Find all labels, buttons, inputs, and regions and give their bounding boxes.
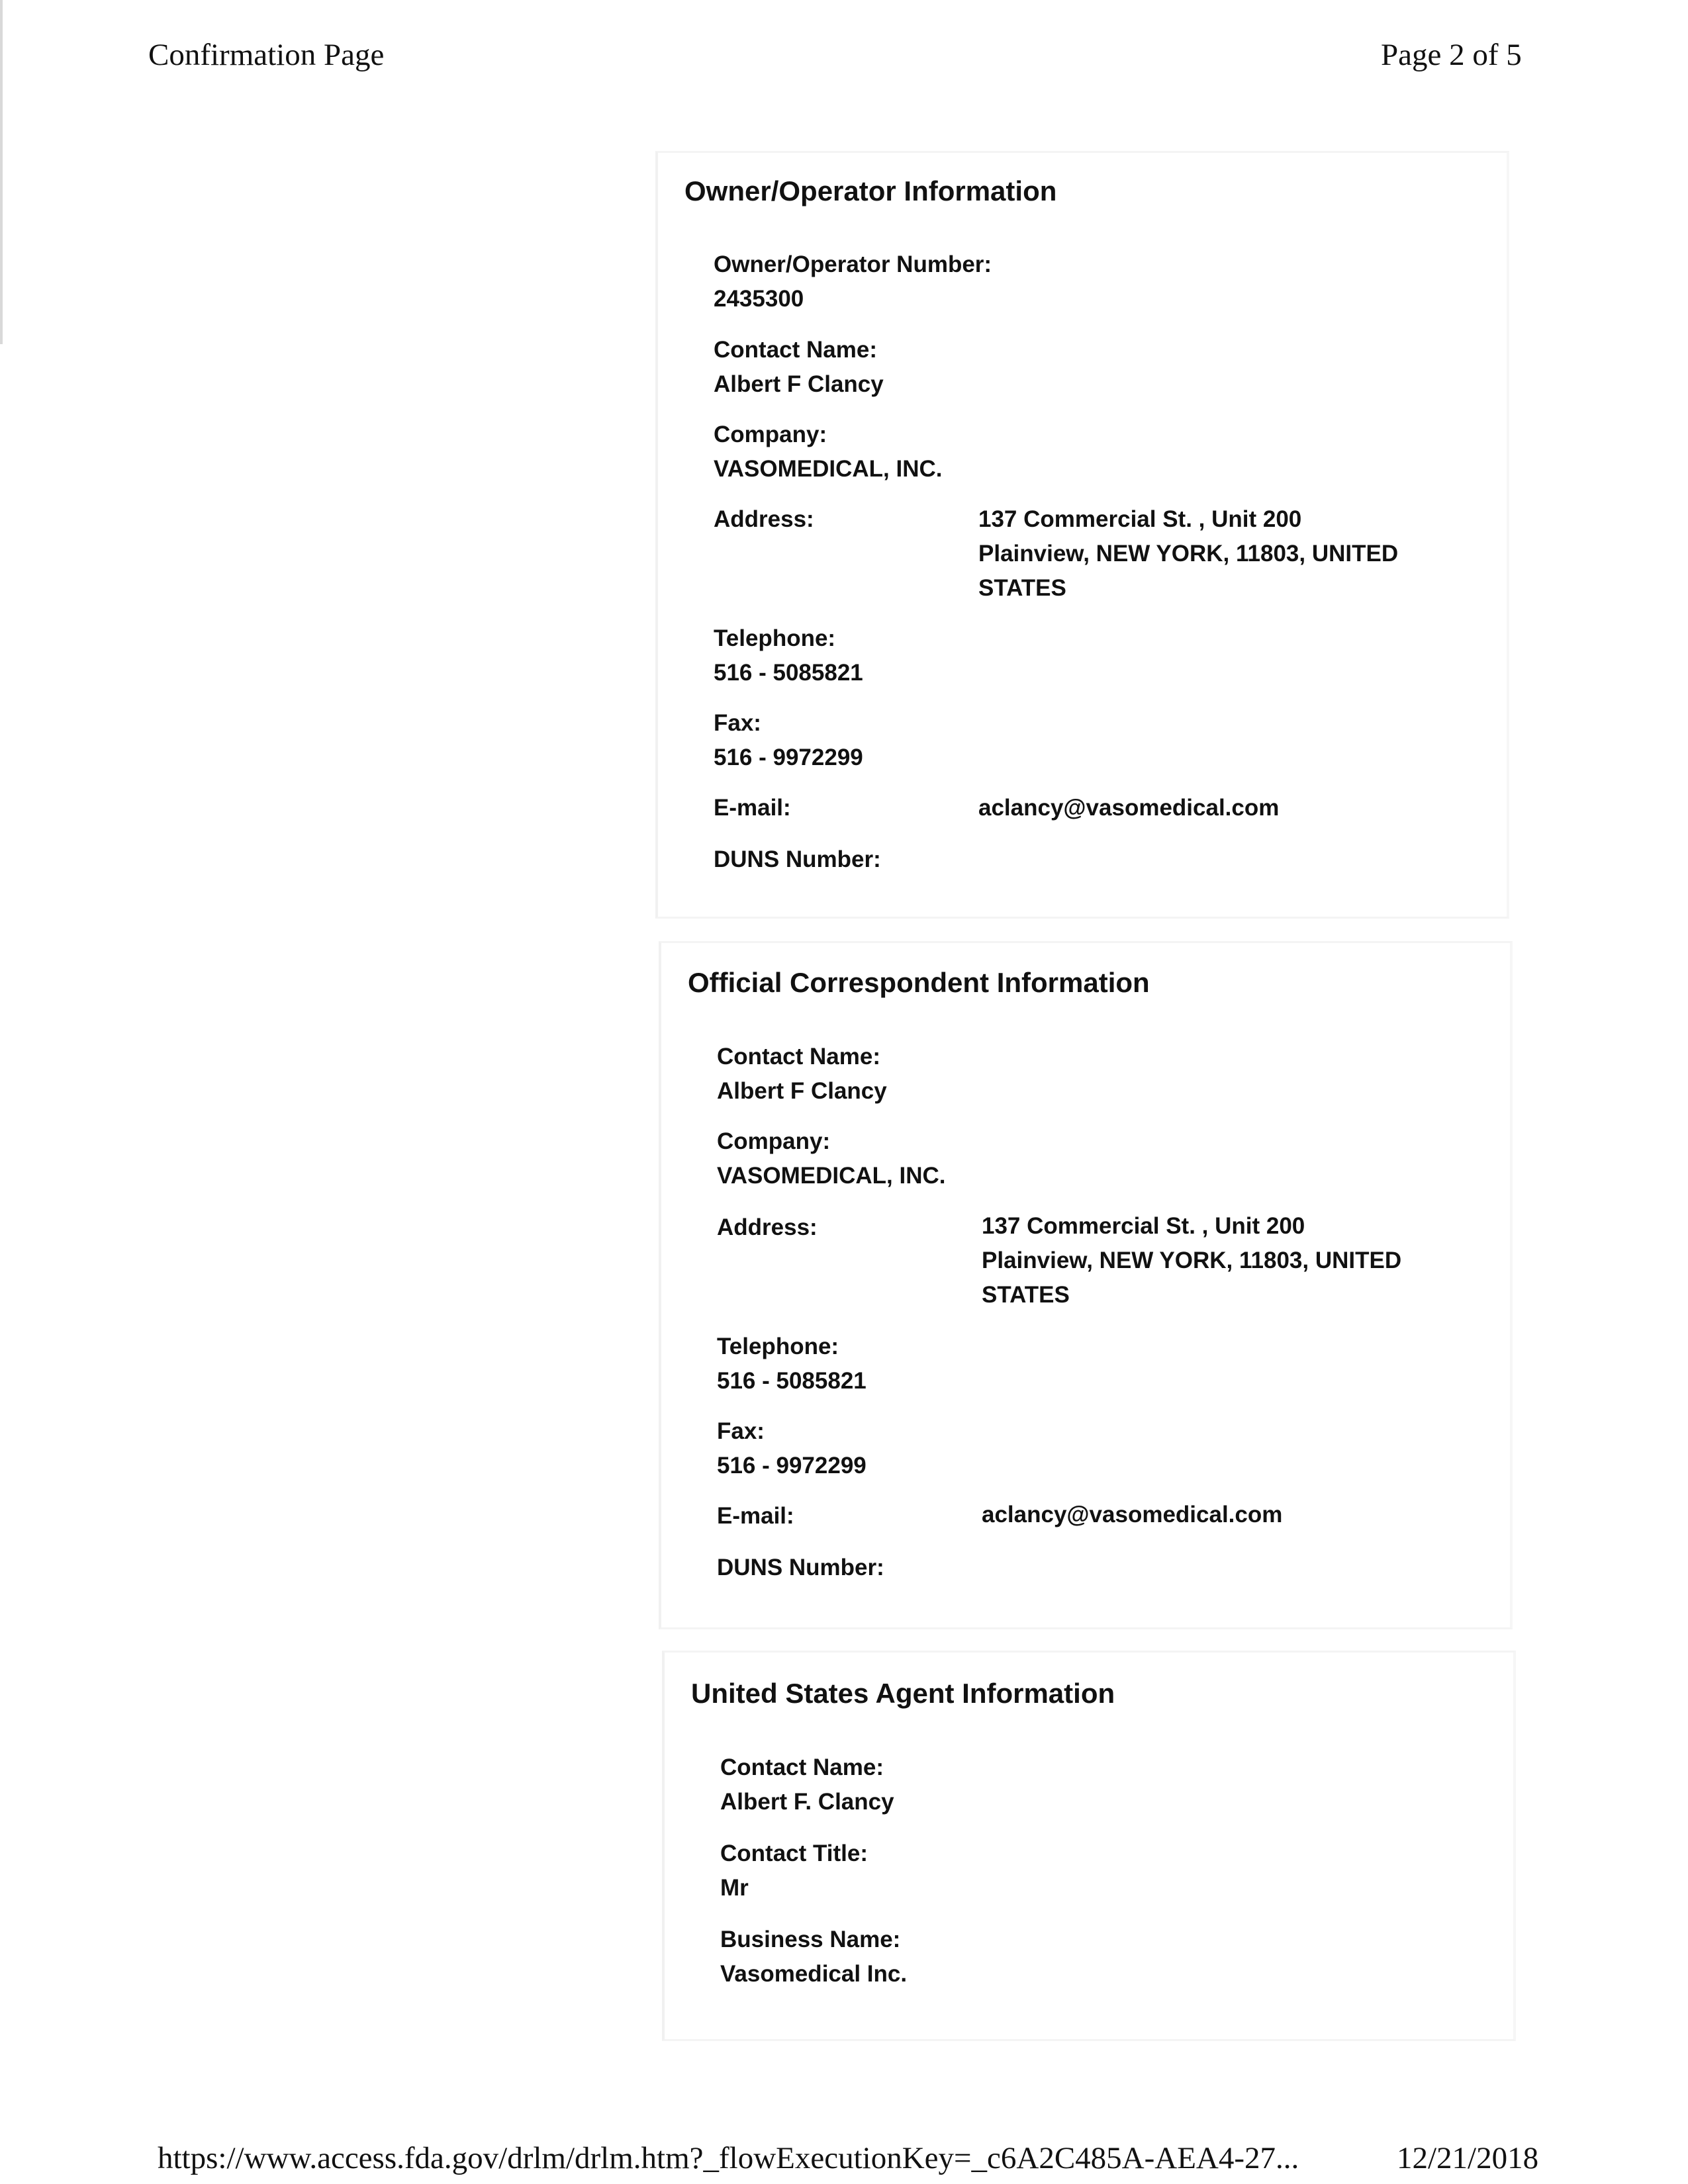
fax-value: 516 - 9972299 bbox=[714, 745, 863, 770]
section-title: Owner/Operator Information bbox=[684, 175, 1057, 206]
contact-title-label: Contact Title: bbox=[720, 1841, 868, 1866]
us-agent-section bbox=[662, 1651, 1516, 2041]
telephone-label: Telephone: bbox=[717, 1334, 839, 1359]
page-number: Page 2 of 5 bbox=[1381, 38, 1522, 72]
telephone-label: Telephone: bbox=[714, 625, 836, 651]
duns-number-label: DUNS Number: bbox=[714, 846, 881, 872]
footer-date: 12/21/2018 bbox=[1397, 2141, 1539, 2175]
contact-name-label: Contact Name: bbox=[714, 337, 877, 363]
company-label: Company: bbox=[714, 422, 827, 447]
email-label: E-mail: bbox=[717, 1503, 794, 1529]
email-value: aclancy@vasomedical.com bbox=[978, 795, 1280, 821]
contact-name-value: Albert F. Clancy bbox=[720, 1789, 894, 1815]
address-label: Address: bbox=[714, 506, 814, 532]
business-name-value: Vasomedical Inc. bbox=[720, 1961, 908, 1987]
fax-label: Fax: bbox=[717, 1418, 765, 1444]
address-line-2: Plainview, NEW YORK, 11803, UNITED bbox=[978, 541, 1399, 567]
duns-number-label: DUNS Number: bbox=[717, 1555, 884, 1580]
company-value: VASOMEDICAL, INC. bbox=[714, 456, 943, 482]
scan-edge-mark bbox=[0, 0, 3, 344]
business-name-label: Business Name: bbox=[720, 1927, 901, 1952]
address-line-1: 137 Commercial St. , Unit 200 bbox=[982, 1213, 1305, 1239]
address-label: Address: bbox=[717, 1214, 818, 1240]
contact-title-value: Mr bbox=[720, 1875, 749, 1901]
telephone-value: 516 - 5085821 bbox=[714, 660, 863, 686]
address-line-2: Plainview, NEW YORK, 11803, UNITED bbox=[982, 1248, 1402, 1273]
company-label: Company: bbox=[717, 1128, 831, 1154]
footer-url: https://www.access.fda.gov/drlm/drlm.htm?_flowExecutionKey=_c6A2C485A-AEA4-27... bbox=[158, 2141, 1299, 2175]
section-title: Official Correspondent Information bbox=[688, 967, 1150, 998]
address-line-3: STATES bbox=[978, 575, 1066, 601]
address-line-3: STATES bbox=[982, 1282, 1070, 1308]
email-label: E-mail: bbox=[714, 795, 791, 821]
page-title: Confirmation Page bbox=[148, 38, 385, 72]
contact-name-label: Contact Name: bbox=[720, 1754, 884, 1780]
email-value: aclancy@vasomedical.com bbox=[982, 1502, 1283, 1527]
fax-label: Fax: bbox=[714, 710, 761, 736]
telephone-value: 516 - 5085821 bbox=[717, 1368, 867, 1394]
contact-name-value: Albert F Clancy bbox=[717, 1078, 887, 1104]
address-line-1: 137 Commercial St. , Unit 200 bbox=[978, 506, 1302, 532]
owner-operator-section bbox=[655, 151, 1509, 919]
company-value: VASOMEDICAL, INC. bbox=[717, 1163, 946, 1189]
fax-value: 516 - 9972299 bbox=[717, 1453, 867, 1479]
contact-name-value: Albert F Clancy bbox=[714, 371, 884, 397]
official-correspondent-section bbox=[659, 941, 1513, 1629]
section-title: United States Agent Information bbox=[691, 1678, 1115, 1709]
owner-operator-number-label: Owner/Operator Number: bbox=[714, 251, 992, 277]
contact-name-label: Contact Name: bbox=[717, 1044, 880, 1069]
owner-operator-number-value: 2435300 bbox=[714, 286, 804, 312]
